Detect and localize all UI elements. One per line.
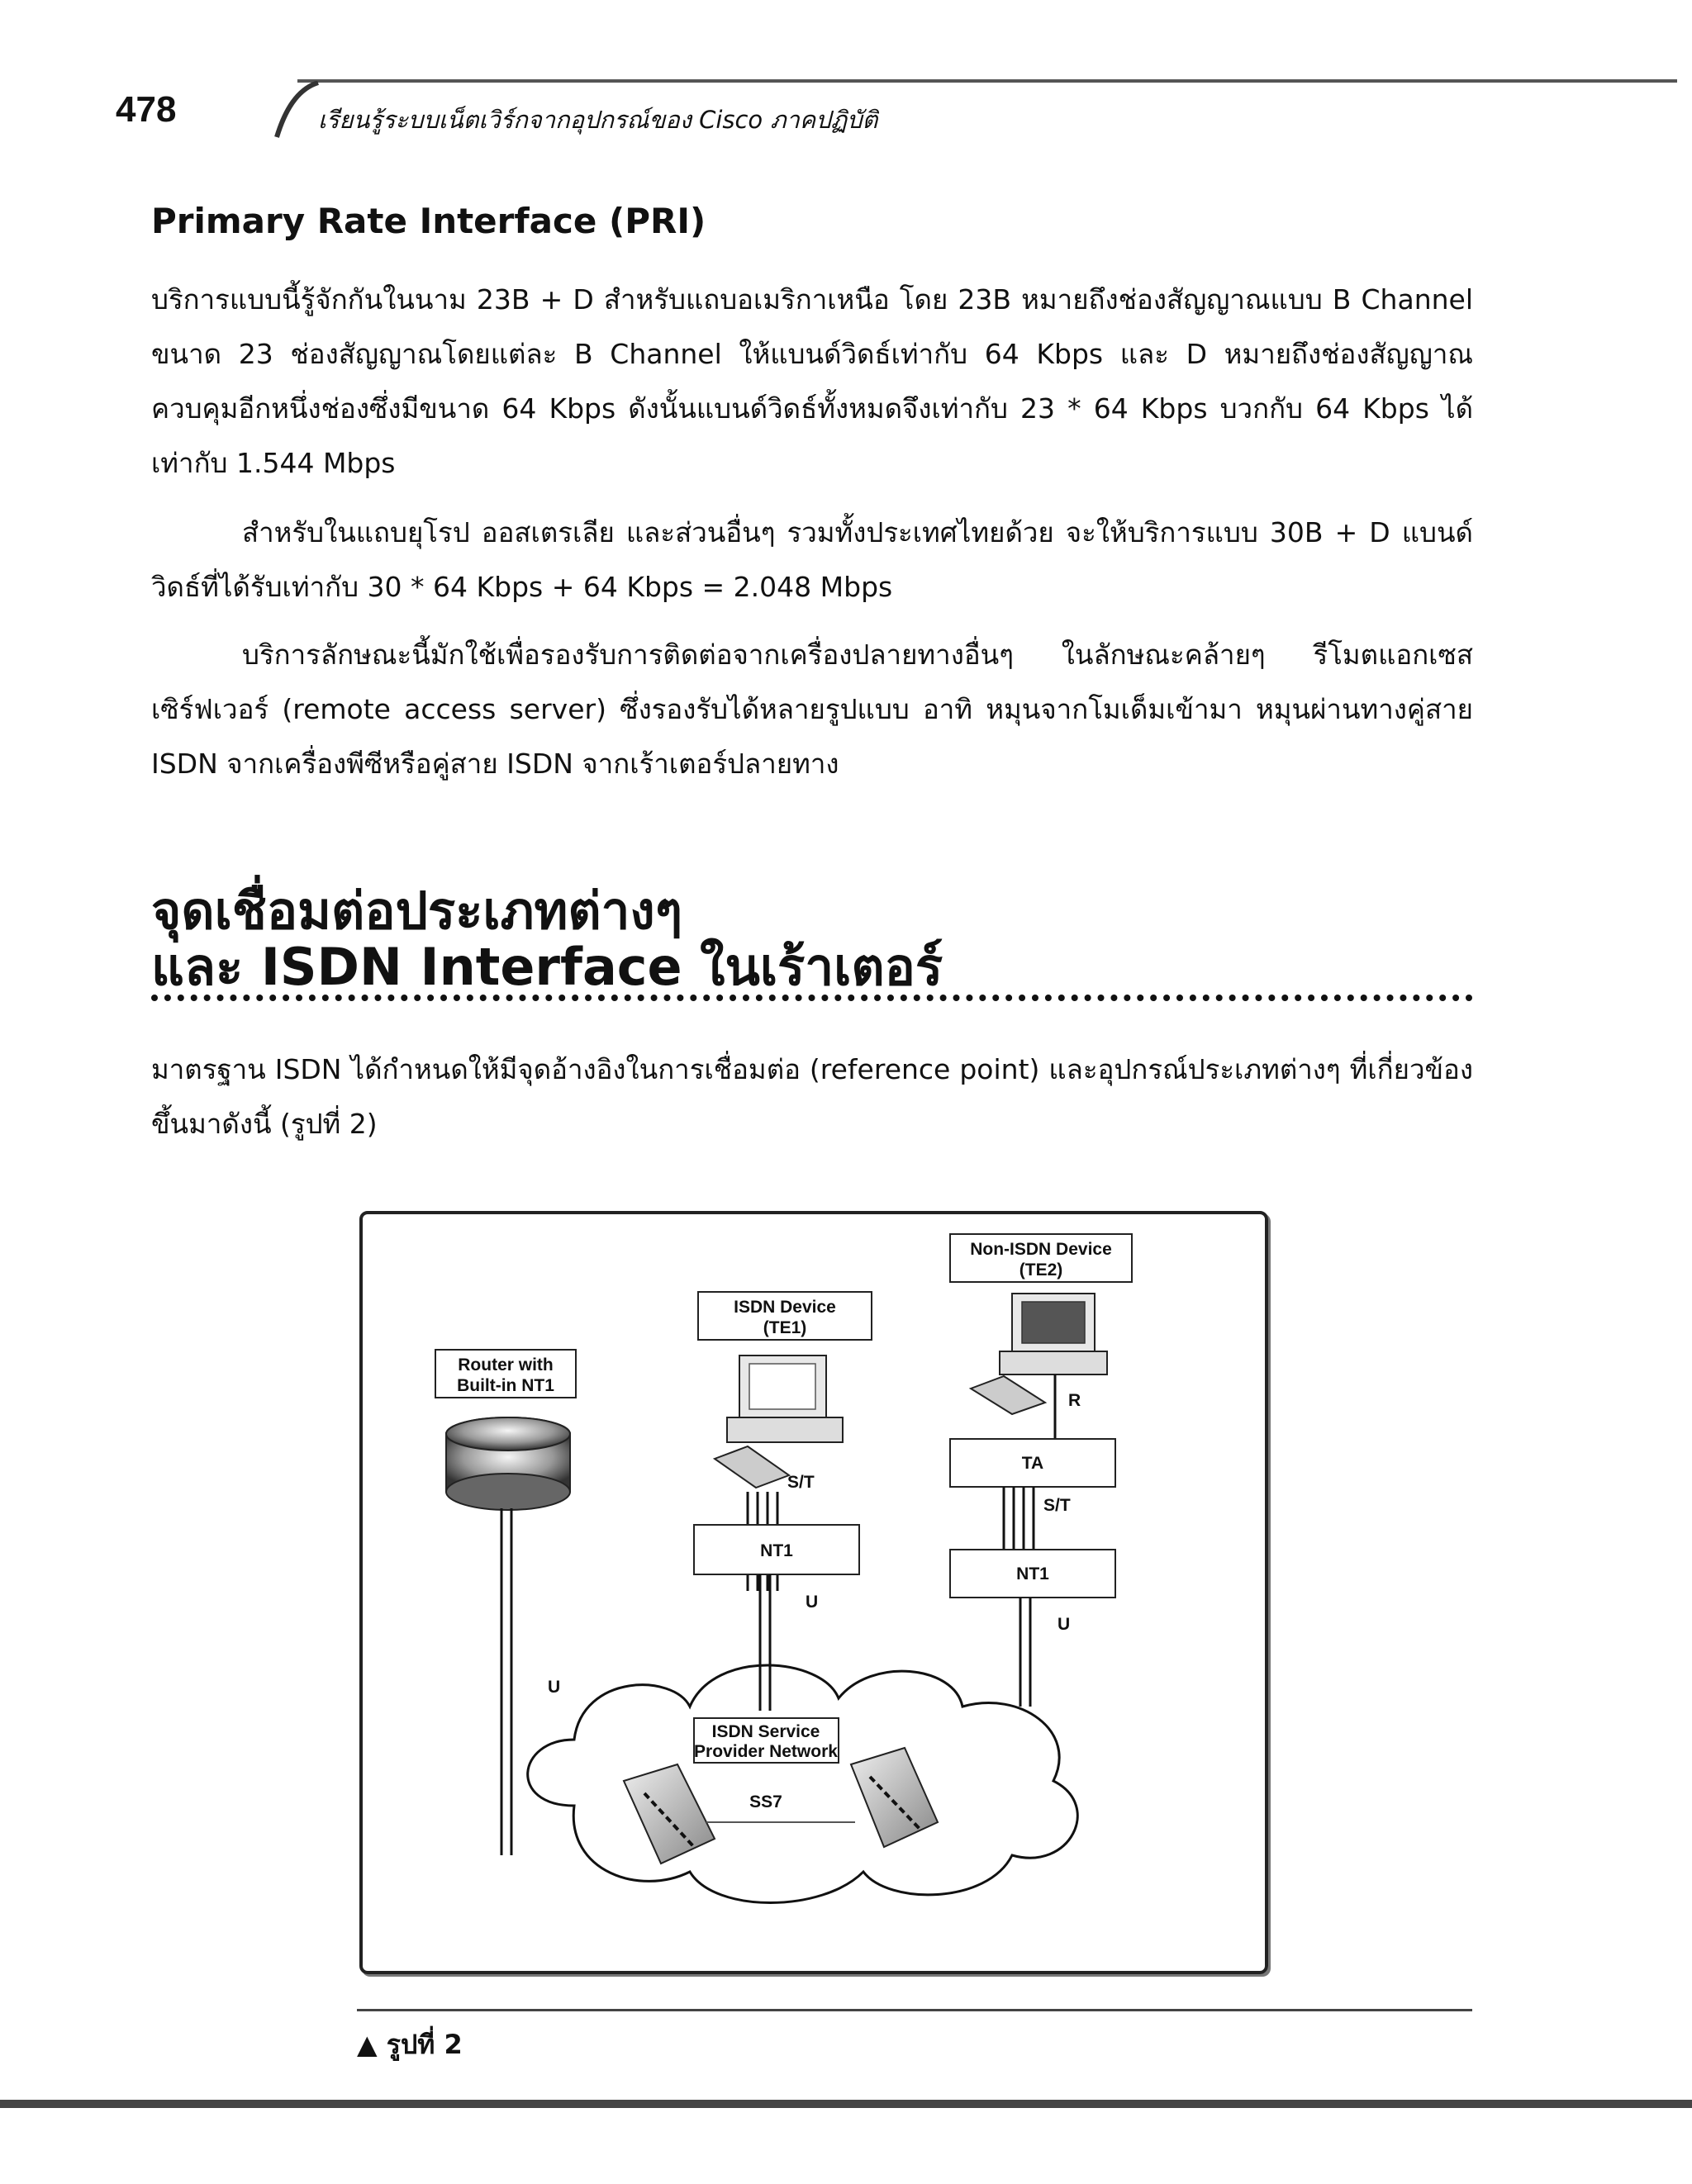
paragraph-pri-europe: สำหรับในแถบยุโรป ออสเตรเลีย และส่วนอื่นๆ รวมทั้งประเทศไทยด้วย จะให้บริการแบบ 30B + D แบนด์วิดธ์ที่ได้รับเท่ากับ 30 * 64 Kbps + 64 Kbps = 2.048 Mbps <box>151 516 1473 603</box>
isdn-device-pc-icon <box>715 1356 843 1488</box>
section-title: Primary Rate Interface (PRI) <box>151 201 706 241</box>
chapter-dotted-rule <box>151 995 1473 1001</box>
te2-label-line-2: (TE2) <box>1019 1261 1063 1280</box>
paragraph-pri-usage: บริการลักษณะนี้มักใช้เพื่อรองรับการติดต่อจากเครื่องปลายทางอื่นๆ ในลักษณะคล้ายๆ รีโมตแอกเซสเซิร์ฟเวอร์ (remote access server) ซึ่งรองรับได้หลายรูปแบบ อาทิ หมุนจากโมเด็มเข้ามา หมุนผ่านทางคู่สาย ISDN จากเครื่องพีซีหรือคู่สาย ISDN จากเร้าเตอร์ปลายทาง <box>151 639 1473 780</box>
header-rule <box>297 79 1677 83</box>
st-label-te1: S/T <box>787 1473 815 1492</box>
isdn-diagram <box>359 1211 1268 1974</box>
te1-label-line-2: (TE1) <box>763 1318 807 1337</box>
cloud-label-line-1: ISDN Service <box>711 1722 820 1741</box>
non-isdn-device-pc-icon <box>971 1294 1107 1414</box>
router-icon <box>446 1417 570 1510</box>
u-label-te2: U <box>1058 1615 1071 1634</box>
nt1-label-te1: NT1 <box>760 1541 793 1560</box>
te2-label-line-1: Non-ISDN Device <box>970 1240 1112 1259</box>
figure-caption: ▲ รูปที่ 2 <box>357 2029 463 2060</box>
isdn-cloud <box>528 1665 1078 1903</box>
router-u-label: U <box>548 1678 561 1697</box>
te1-label-line-1: ISDN Device <box>734 1298 836 1317</box>
router-label-line-1: Router with <box>458 1356 554 1374</box>
nt1-label-te2: NT1 <box>1016 1564 1049 1583</box>
header-swoosh-ornament <box>273 81 322 139</box>
router-label-line-2: Built-in NT1 <box>457 1376 554 1395</box>
running-head: เรียนรู้ระบบเน็ตเวิร์กจากอุปกรณ์ของ Cisco ภาคปฏิบัติ <box>318 106 878 134</box>
chapter-intro-paragraph: มาตรฐาน ISDN ได้กำหนดให้มีจุดอ้างอิงในการเชื่อมต่อ (reference point) และอุปกรณ์ประเภทต่างๆ ที่เกี่ยวข้องขึ้นมาดังนี้ (รูปที่ 2) <box>151 1053 1473 1140</box>
page-number: 478 <box>116 89 177 130</box>
cloud-label-line-2: Provider Network <box>694 1742 838 1761</box>
r-reference-label: R <box>1068 1391 1081 1410</box>
st-label-te2: S/T <box>1043 1496 1071 1515</box>
footer-rule <box>0 2100 1692 2108</box>
ta-label: TA <box>1021 1454 1044 1473</box>
u-label-te1: U <box>806 1593 819 1612</box>
chapter-title-line-1: จุดเชื่อมต่อประเภทต่างๆ <box>151 881 683 941</box>
caption-rule <box>357 2009 1472 2011</box>
paragraph-pri-definition: บริการแบบนี้รู้จักกันในนาม 23B + D สำหรับแถบอเมริกาเหนือ โดย 23B หมายถึงช่องสัญญาณแบบ B Channel ขนาด 23 ช่องสัญญาณโดยแต่ละ B Channel ให้แบนด์วิดธ์เท่ากับ 64 Kbps และ D หมายถึงช่องสัญญาณควบคุมอีกหนึ่งช่องซึ่งมีขนาด 64 Kbps ดังนั้นแบนด์วิดธ์ทั้งหมดจึงเท่ากับ 23 * 64 Kbps บวกกับ 64 Kbps ได้เท่ากับ 1.544 Mbps <box>151 283 1473 479</box>
ss7-label: SS7 <box>749 1792 782 1811</box>
chapter-title-line-2: และ ISDN Interface ในเร้าเตอร์ <box>151 937 943 997</box>
